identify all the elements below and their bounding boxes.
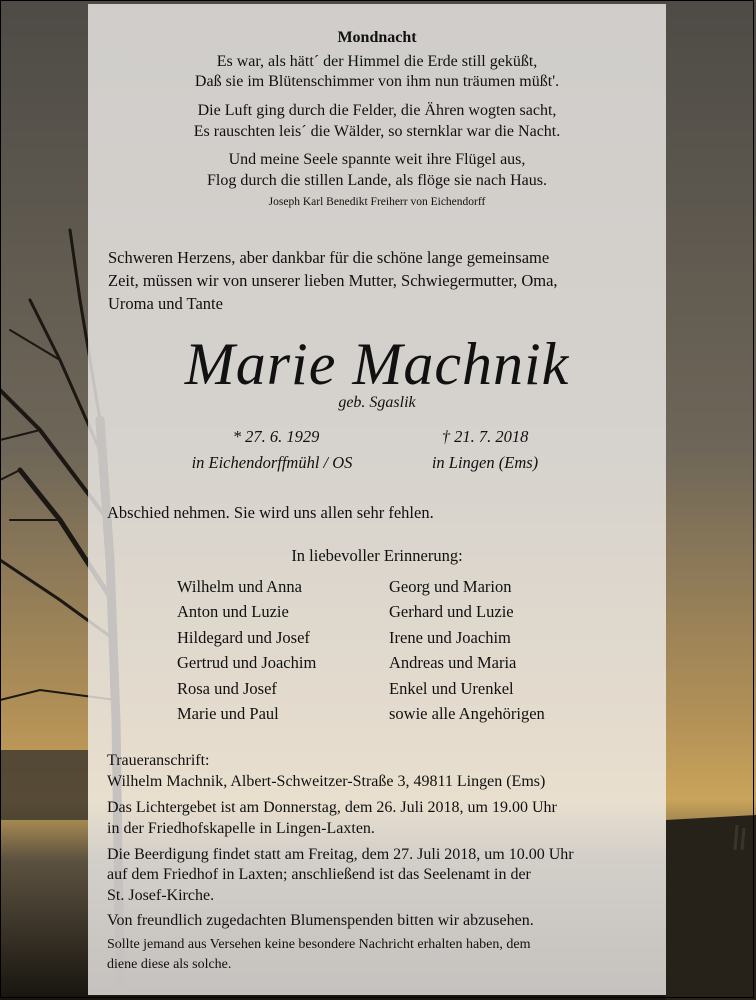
poem-line: Flog durch die stillen Lande, als flöge sie nach Haus. (207, 172, 547, 189)
poem-line: Es rauschten leis´ die Wälder, so sternklar war die Nacht. (193, 123, 561, 140)
family-member: Anton und Luzie (177, 602, 289, 621)
death-place: in Lingen (Ems) (431, 453, 539, 472)
family-member: Hildegard und Josef (177, 628, 310, 647)
birth-name: geb. Sgaslik (338, 394, 416, 411)
family-member: Rosa und Josef (177, 679, 277, 698)
family-member: Wilhelm und Anna (177, 577, 302, 596)
funeral-line: auf dem Friedhof in Laxten; anschließend ist das Seelenamt in der (107, 866, 531, 883)
family-member: Enkel und Urenkel (389, 679, 514, 698)
intro-line: Uroma und Tante (108, 294, 223, 313)
intro-line: Schweren Herzens, aber dankbar für die schöne lange gemeinsame (108, 248, 550, 267)
poem-line: Und meine Seele spannte weit ihre Flügel aus, (228, 151, 526, 168)
funeral-line: St. Josef-Kirche. (107, 887, 215, 904)
farewell-text: Abschied nehmen. Sie wird uns allen sehr fehlen. (107, 503, 434, 522)
intro-line: Zeit, müssen wir von unserer lieben Mutter, Schwiegermutter, Oma, (108, 271, 558, 290)
birth-date: * 27. 6. 1929 (232, 427, 320, 446)
notice-line: diene diese als solche. (107, 957, 232, 972)
poem-line: Die Luft ging durch die Felder, die Ähren wogten sacht, (197, 102, 557, 119)
address: Wilhelm Machnik, Albert-Schweitzer-Straße 3, 49811 Lingen (Ems) (107, 773, 546, 790)
flowers-note: Von freundlich zugedachten Blumenspenden bitten wir abzusehen. (107, 912, 534, 929)
family-member: Gerhard und Luzie (389, 602, 514, 621)
address-label: Traueranschrift: (107, 752, 210, 769)
poem-line: Es war, als hätt´ der Himmel die Erde still geküßt, (216, 53, 538, 70)
birth-place: in Eichendorffmühl / OS (191, 453, 353, 472)
death-date: † 21. 7. 2018 (441, 427, 529, 446)
prayer-line: Das Lichtergebet ist am Donnerstag, dem 26. Juli 2018, um 19.00 Uhr (107, 799, 557, 816)
family-member: Georg und Marion (389, 577, 512, 596)
notice-line: Sollte jemand aus Versehen keine besondere Nachricht erhalten haben, dem (107, 937, 531, 952)
family-member: Andreas und Maria (389, 653, 517, 672)
poem-line: Daß sie im Blütenschimmer von ihm nun träumen müßt'. (194, 73, 560, 90)
poem-title: Mondnacht (337, 29, 417, 46)
family-member: Marie und Paul (177, 704, 279, 723)
family-member: Irene und Joachim (389, 628, 511, 647)
memory-heading: In liebevoller Erinnerung: (291, 546, 463, 565)
poem-author: Joseph Karl Benedikt Freiherr von Eichendorff (268, 196, 486, 208)
deceased-name: Marie Machnik (184, 331, 570, 397)
funeral-line: Die Beerdigung findet statt am Freitag, dem 27. Juli 2018, um 10.00 Uhr (107, 846, 574, 863)
family-member: Gertrud und Joachim (177, 653, 317, 672)
prayer-line: in der Friedhofskapelle in Lingen-Laxten. (107, 820, 375, 837)
family-member: sowie alle Angehörigen (389, 704, 545, 723)
